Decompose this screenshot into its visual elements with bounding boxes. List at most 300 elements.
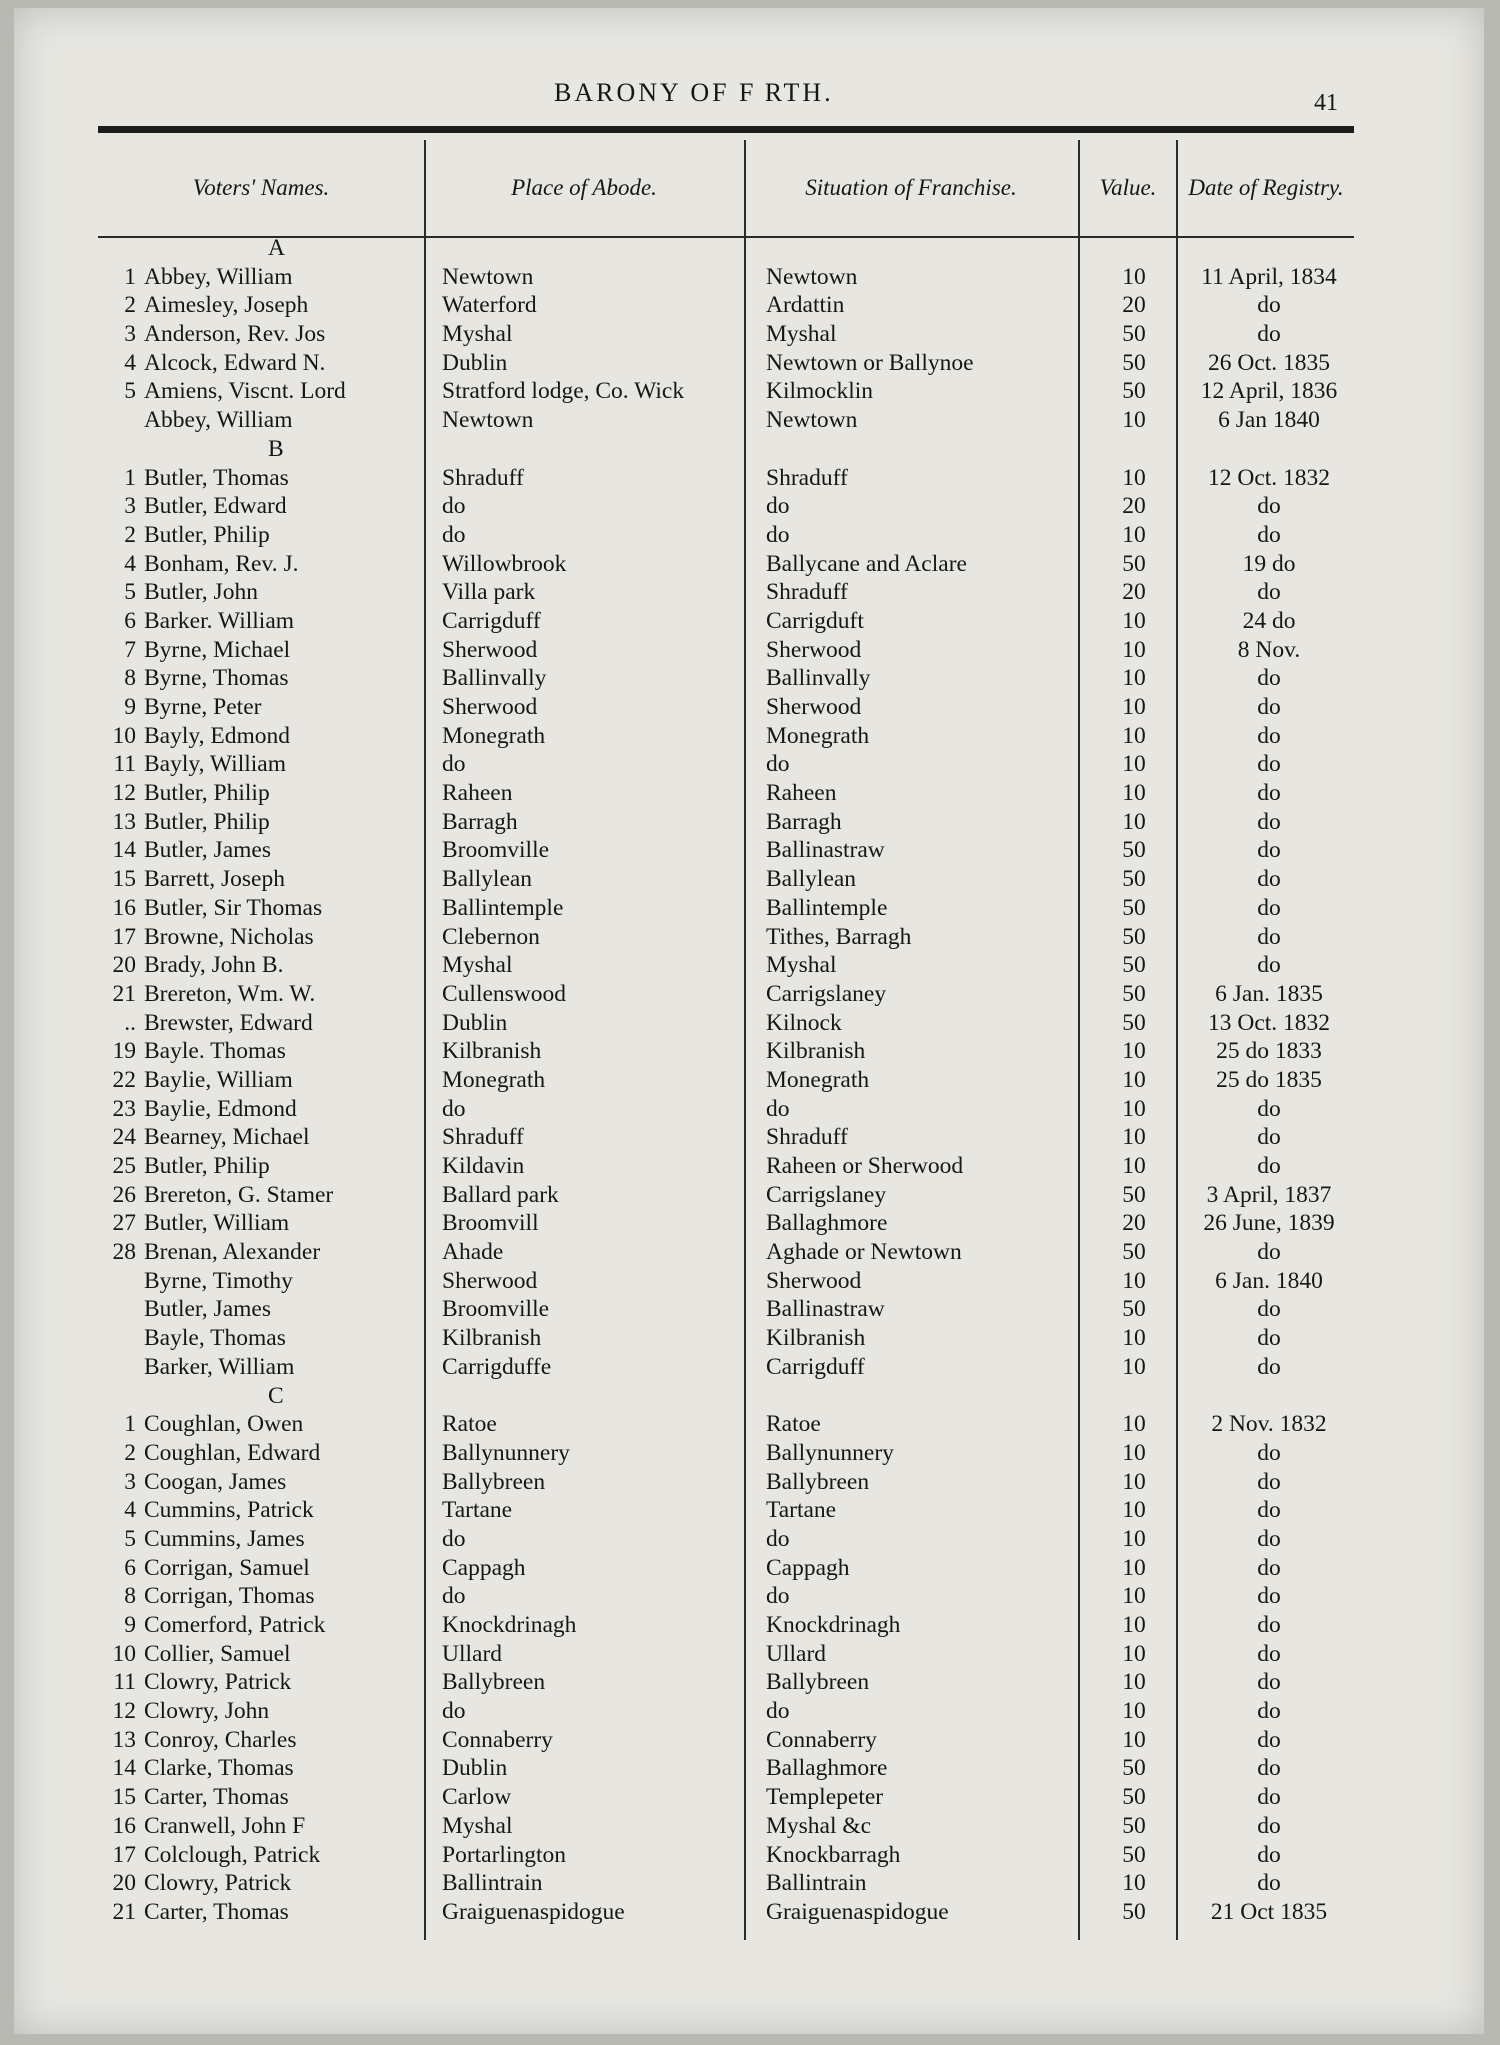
row-number: 24 (112, 1124, 136, 1151)
situation-of-franchise: Shraduff (766, 579, 848, 606)
franchise-value: 50 (1122, 321, 1146, 348)
situation-of-franchise: Kilmocklin (766, 378, 874, 405)
date-of-registry: 11 April, 1834 (1201, 263, 1337, 290)
row-number: 7 (124, 636, 136, 663)
table-row (98, 722, 1354, 751)
row-number: 4 (124, 1497, 136, 1524)
voter-name: Aimesley, Joseph (144, 292, 309, 319)
date-of-registry: do (1257, 952, 1281, 979)
place-of-abode: Kildavin (442, 1153, 525, 1179)
row-number: 5 (124, 579, 136, 606)
date-of-registry: do (1257, 521, 1281, 548)
situation-of-franchise: Newtown (766, 263, 858, 290)
franchise-value: 10 (1122, 1325, 1146, 1352)
table-row (98, 836, 1354, 865)
voter-name: Clowry, John (144, 1698, 270, 1725)
situation-of-franchise: Carrigslaney (766, 1181, 887, 1208)
situation-of-franchise: Ardattin (766, 292, 845, 319)
situation-of-franchise: Connaberry (766, 1726, 877, 1753)
table-row (98, 263, 1354, 292)
situation-of-franchise: Monegrath (766, 722, 870, 749)
voter-name: Byrne, Michael (144, 636, 291, 663)
voter-name: Cummins, James (144, 1525, 305, 1552)
place-of-abode: Dublin (442, 1755, 508, 1782)
franchise-value: 10 (1122, 665, 1146, 692)
row-number (98, 1353, 142, 1382)
place-of-abode: Carrigduffe (442, 1353, 552, 1380)
franchise-value: 10 (1122, 751, 1146, 778)
place-of-abode: do (442, 1583, 466, 1610)
date-of-registry: do (1257, 1726, 1281, 1753)
situation-of-franchise: Sherwood (766, 694, 862, 720)
voter-name: Butler, James (144, 837, 271, 864)
franchise-value: 20 (1122, 292, 1146, 319)
table-row (98, 1697, 1354, 1726)
table-row (98, 377, 1354, 406)
table-row (98, 1496, 1354, 1525)
franchise-value: 10 (1122, 263, 1146, 290)
table-row (98, 1554, 1354, 1583)
table-row (98, 521, 1354, 550)
situation-of-franchise: Templepeter (766, 1784, 884, 1811)
voter-name: Bearney, Michael (144, 1124, 310, 1151)
place-of-abode: Clebernon (442, 923, 540, 950)
row-number: 11 (113, 751, 136, 778)
voter-name: Brereton, G. Stamer (144, 1181, 334, 1208)
situation-of-franchise: do (766, 1583, 790, 1610)
situation-of-franchise: Raheen (766, 780, 837, 807)
table-row (98, 1525, 1354, 1554)
date-of-registry: do (1257, 1497, 1281, 1524)
situation-of-franchise: Tithes, Barragh (766, 923, 912, 950)
date-of-registry: do (1257, 1755, 1281, 1782)
date-of-registry: do (1257, 780, 1281, 807)
franchise-value: 10 (1122, 521, 1146, 548)
situation-of-franchise: Barragh (766, 808, 842, 835)
franchise-value: 10 (1122, 722, 1146, 749)
franchise-value: 10 (1122, 1870, 1146, 1897)
place-of-abode: Sherwood (442, 636, 538, 663)
table-row (98, 808, 1354, 837)
franchise-value: 50 (1122, 349, 1146, 376)
date-of-registry: do (1257, 751, 1281, 778)
row-number: 17 (112, 923, 136, 950)
situation-of-franchise: Kilnock (766, 1009, 842, 1036)
franchise-value: 50 (1122, 1239, 1146, 1266)
franchise-value: 20 (1122, 493, 1146, 520)
place-of-abode: Ballintrain (442, 1870, 543, 1897)
table-row (98, 291, 1354, 320)
franchise-value: 10 (1122, 1038, 1146, 1065)
header-place-of-abode: Place of Abode. (511, 175, 657, 200)
franchise-value: 50 (1122, 1755, 1146, 1782)
voter-name: Butler, William (144, 1210, 290, 1237)
date-of-registry: 2 Nov. 1832 (1211, 1411, 1327, 1438)
table-row (98, 1009, 1354, 1038)
row-number: 1 (124, 263, 136, 290)
voter-name: Alcock, Edward N. (144, 349, 326, 376)
place-of-abode: Ballynunnery (442, 1439, 570, 1466)
table-row (98, 1439, 1354, 1468)
place-of-abode: Broomville (442, 837, 550, 864)
situation-of-franchise: Ballintrain (766, 1870, 867, 1897)
voter-name: Abbey, William (144, 263, 293, 290)
situation-of-franchise: Tartane (766, 1497, 837, 1524)
franchise-value: 50 (1122, 1841, 1146, 1868)
voter-name: Byrne, Timothy (144, 1267, 293, 1294)
situation-of-franchise: Knockbarragh (766, 1841, 901, 1868)
franchise-value: 10 (1122, 464, 1146, 491)
header-situation-of-franchise: Situation of Franchise. (805, 175, 1017, 200)
date-of-registry: do (1257, 665, 1281, 692)
date-of-registry: do (1257, 1525, 1281, 1552)
place-of-abode: Dublin (442, 349, 508, 376)
table-row (98, 1095, 1354, 1124)
date-of-registry: 12 April, 1836 (1200, 378, 1338, 405)
situation-of-franchise: Ballaghmore (766, 1210, 888, 1237)
row-number: 16 (112, 894, 136, 921)
voter-name: Abbey, William (144, 407, 293, 434)
date-of-registry: do (1257, 1698, 1281, 1725)
place-of-abode: Ballylean (442, 866, 533, 893)
voter-name: Butler, Philip (144, 521, 270, 548)
date-of-registry: 12 Oct. 1832 (1207, 464, 1331, 491)
franchise-value: 20 (1122, 1210, 1146, 1237)
row-number: 17 (112, 1841, 136, 1868)
date-of-registry: do (1257, 722, 1281, 749)
date-of-registry: do (1257, 1296, 1281, 1323)
row-number: 27 (112, 1210, 136, 1237)
place-of-abode: Connaberry (442, 1726, 553, 1753)
section-letter: B (268, 435, 284, 462)
row-number: 9 (124, 694, 136, 720)
table-row (98, 1324, 1354, 1353)
franchise-value: 10 (1122, 636, 1146, 663)
table-row (98, 1209, 1354, 1238)
date-of-registry: 6 Jan. 1835 (1215, 980, 1323, 1007)
row-number: 13 (112, 808, 136, 835)
table-row (98, 1123, 1354, 1152)
date-of-registry: do (1257, 808, 1281, 835)
voter-name: Byrne, Peter (144, 694, 262, 720)
table-row (98, 1267, 1354, 1296)
franchise-value: 50 (1122, 1784, 1146, 1811)
row-number: 21 (112, 980, 136, 1007)
date-of-registry: do (1257, 1439, 1281, 1466)
voter-name: Bonham, Rev. J. (144, 550, 299, 577)
place-of-abode: Monegrath (442, 722, 546, 749)
franchise-value: 10 (1122, 1497, 1146, 1524)
place-of-abode: Ballard park (442, 1181, 559, 1208)
table-row (98, 1841, 1354, 1870)
date-of-registry: do (1257, 1325, 1281, 1352)
voter-name: Bayle. Thomas (144, 1038, 286, 1065)
place-of-abode: Cullenswood (442, 980, 567, 1007)
row-number: 5 (124, 378, 136, 405)
running-title: BARONY OF F RTH. (554, 78, 834, 107)
situation-of-franchise: Ballynunnery (766, 1439, 894, 1466)
row-number: 13 (112, 1726, 136, 1753)
voter-name: Barker, William (144, 1353, 295, 1380)
date-of-registry: 25 do 1833 (1216, 1038, 1322, 1065)
row-number: 1 (124, 1411, 136, 1438)
table-row (98, 923, 1354, 952)
voter-name: Carter, Thomas (144, 1784, 289, 1811)
table-row (98, 607, 1354, 636)
situation-of-franchise: Kilbranish (766, 1325, 866, 1352)
voter-name: Brady, John B. (144, 952, 284, 979)
situation-of-franchise: Ballintemple (766, 894, 888, 921)
franchise-value: 50 (1122, 1812, 1146, 1839)
place-of-abode: Sherwood (442, 694, 538, 720)
section-letter: A (268, 235, 285, 261)
place-of-abode: Stratford lodge, Co. Wick (442, 378, 685, 405)
voter-name: Bayle, Thomas (144, 1325, 286, 1352)
date-of-registry: 8 Nov. (1237, 636, 1301, 663)
place-of-abode: do (442, 1525, 466, 1552)
place-of-abode: Myshal (442, 952, 513, 979)
voter-name: Coughlan, Owen (144, 1411, 304, 1438)
franchise-value: 10 (1122, 1468, 1146, 1495)
table-row (98, 1037, 1354, 1066)
situation-of-franchise: Monegrath (766, 1066, 870, 1093)
place-of-abode: Myshal (442, 321, 513, 348)
place-of-abode: Newtown (442, 263, 534, 290)
date-of-registry: 25 do 1835 (1216, 1066, 1322, 1093)
header-voters-names: Voters' Names. (192, 175, 330, 200)
franchise-value: 10 (1122, 1554, 1146, 1581)
date-of-registry: do (1257, 579, 1281, 606)
row-number: 22 (112, 1066, 136, 1093)
voter-name: Clowry, Patrick (144, 1870, 292, 1897)
table-row (98, 750, 1354, 779)
franchise-value: 10 (1122, 1124, 1146, 1151)
voter-name: Butler, Philip (144, 1153, 270, 1179)
place-of-abode: Ahade (442, 1239, 504, 1266)
place-of-abode: Kilbranish (442, 1038, 542, 1065)
franchise-value: 50 (1122, 1009, 1146, 1036)
situation-of-franchise: Aghade or Newtown (766, 1239, 962, 1266)
place-of-abode: Knockdrinagh (442, 1612, 577, 1638)
date-of-registry: do (1257, 1095, 1281, 1122)
row-number: 6 (124, 1554, 136, 1581)
franchise-value: 50 (1122, 837, 1146, 864)
date-of-registry: 26 June, 1839 (1203, 1210, 1335, 1237)
franchise-value: 10 (1122, 1669, 1146, 1696)
situation-of-franchise: do (766, 1525, 790, 1552)
franchise-value: 50 (1122, 894, 1146, 921)
place-of-abode: Shraduff (442, 1124, 524, 1151)
situation-of-franchise: Sherwood (766, 636, 862, 663)
place-of-abode: Cappagh (442, 1554, 526, 1581)
row-number: 4 (124, 550, 136, 577)
row-number: 21 (112, 1898, 136, 1925)
table-row (98, 1295, 1354, 1324)
situation-of-franchise: Knockdrinagh (766, 1612, 901, 1638)
date-of-registry: do (1257, 1153, 1281, 1179)
place-of-abode: Portarlington (442, 1841, 567, 1868)
place-of-abode: do (442, 493, 466, 520)
voter-name: Conroy, Charles (144, 1726, 297, 1753)
franchise-value: 10 (1122, 780, 1146, 807)
row-number: 19 (112, 1038, 136, 1065)
date-of-registry: do (1257, 1612, 1281, 1638)
place-of-abode: Tartane (442, 1497, 513, 1524)
situation-of-franchise: Ballybreen (766, 1468, 870, 1495)
voter-name: Collier, Samuel (144, 1640, 291, 1667)
voter-name: Bayly, Edmond (144, 722, 290, 749)
date-of-registry: do (1257, 837, 1281, 864)
date-of-registry: 24 do (1242, 607, 1296, 634)
place-of-abode: Ballintemple (442, 894, 564, 921)
situation-of-franchise: Carrigduft (766, 607, 864, 634)
franchise-value: 10 (1122, 1525, 1146, 1552)
register-page (14, 8, 1484, 2034)
row-number: 4 (124, 349, 136, 376)
row-number: 12 (112, 1698, 136, 1725)
section-letter-row (98, 234, 1354, 263)
situation-of-franchise: Ballycane and Aclare (766, 550, 967, 577)
voter-name: Amiens, Viscnt. Lord (144, 378, 346, 405)
row-number: 15 (112, 866, 136, 893)
row-number: 16 (112, 1812, 136, 1839)
row-number: 2 (124, 292, 136, 319)
row-number: 3 (124, 493, 136, 520)
franchise-value: 50 (1122, 923, 1146, 950)
situation-of-franchise: do (766, 751, 790, 778)
table-row (98, 664, 1354, 693)
voter-name: Butler, Philip (144, 780, 270, 807)
table-row (98, 1152, 1354, 1181)
table-row (98, 1582, 1354, 1611)
franchise-value: 10 (1122, 1267, 1146, 1294)
situation-of-franchise: Ullard (766, 1640, 827, 1667)
place-of-abode: Kilbranish (442, 1325, 542, 1352)
voter-name: Anderson, Rev. Jos (144, 321, 326, 348)
table-row (98, 1468, 1354, 1497)
voter-name: Butler, Thomas (144, 464, 289, 491)
franchise-value: 50 (1122, 1296, 1146, 1323)
voter-name: Coogan, James (144, 1468, 287, 1495)
franchise-value: 50 (1122, 550, 1146, 577)
situation-of-franchise: do (766, 521, 790, 548)
row-number: 10 (112, 722, 136, 749)
date-of-registry: do (1257, 292, 1281, 319)
date-of-registry: 6 Jan 1840 (1218, 407, 1320, 434)
row-number: 8 (124, 665, 136, 692)
franchise-value: 50 (1122, 980, 1146, 1007)
franchise-value: 10 (1122, 694, 1146, 720)
situation-of-franchise: Myshal (766, 952, 837, 979)
voter-name: Corrigan, Thomas (144, 1583, 315, 1610)
place-of-abode: Ullard (442, 1640, 503, 1667)
table-row (98, 1611, 1354, 1640)
situation-of-franchise: Shraduff (766, 1124, 848, 1151)
row-number: 20 (112, 1870, 136, 1897)
franchise-value: 10 (1122, 1353, 1146, 1380)
table-row (98, 550, 1354, 579)
table-row (98, 865, 1354, 894)
situation-of-franchise: Ballinvally (766, 665, 871, 692)
column-headers (98, 140, 1354, 236)
situation-of-franchise: do (766, 493, 790, 520)
franchise-value: 10 (1122, 1095, 1146, 1122)
row-number: 26 (112, 1181, 136, 1208)
franchise-value: 10 (1122, 1726, 1146, 1753)
row-number: 5 (124, 1525, 136, 1552)
situation-of-franchise: Myshal &c (766, 1812, 872, 1839)
date-of-registry: do (1257, 694, 1281, 720)
date-of-registry: do (1257, 923, 1281, 950)
place-of-abode: Sherwood (442, 1267, 538, 1294)
table-row (98, 951, 1354, 980)
voter-name: Butler, Edward (144, 493, 287, 520)
row-number (98, 1295, 142, 1324)
situation-of-franchise: Kilbranish (766, 1038, 866, 1065)
date-of-registry: 3 April, 1837 (1206, 1181, 1332, 1208)
table-row (98, 1238, 1354, 1267)
table-row (98, 1410, 1354, 1439)
row-number: 20 (112, 952, 136, 979)
place-of-abode: Ratoe (442, 1411, 497, 1438)
row-number: 8 (124, 1583, 136, 1610)
row-number: 12 (112, 780, 136, 807)
voter-name: Brereton, Wm. W. (144, 980, 316, 1007)
place-of-abode: Villa park (442, 579, 536, 606)
row-number: 2 (124, 1439, 136, 1466)
place-of-abode: do (442, 751, 466, 778)
table-row (98, 1066, 1354, 1095)
date-of-registry: do (1257, 1583, 1281, 1610)
date-of-registry: 19 do (1242, 550, 1296, 577)
situation-of-franchise: do (766, 1095, 790, 1122)
franchise-value: 10 (1122, 607, 1146, 634)
situation-of-franchise: Myshal (766, 321, 837, 348)
table-row (98, 406, 1354, 435)
row-number: 25 (112, 1153, 136, 1179)
situation-of-franchise: Newtown or Ballynoe (766, 349, 974, 376)
row-number: 11 (113, 1669, 136, 1696)
date-of-registry: do (1257, 1124, 1281, 1151)
row-number: 3 (124, 321, 136, 348)
section-letter-row (98, 435, 1354, 464)
table-row (98, 1353, 1354, 1382)
date-of-registry: do (1257, 1554, 1281, 1581)
voter-name: Browne, Nicholas (144, 923, 314, 950)
voter-name: Butler, John (144, 579, 258, 606)
row-number: 14 (112, 1755, 136, 1782)
voter-name: Clarke, Thomas (144, 1755, 294, 1782)
situation-of-franchise: Cappagh (766, 1554, 850, 1581)
header-value: Value. (1099, 175, 1157, 200)
franchise-value: 50 (1122, 866, 1146, 893)
place-of-abode: do (442, 521, 466, 548)
row-number: 14 (112, 837, 136, 864)
row-number: 1 (124, 464, 136, 491)
date-of-registry: 21 Oct 1835 (1210, 1898, 1328, 1925)
row-number: .. (124, 1009, 136, 1036)
place-of-abode: Ballinvally (442, 665, 547, 692)
voter-name: Comerford, Patrick (144, 1612, 326, 1638)
situation-of-franchise: Ballinastraw (766, 1296, 885, 1323)
franchise-value: 50 (1122, 1898, 1146, 1925)
voter-name: Bayly, William (144, 751, 286, 778)
date-of-registry: 13 Oct. 1832 (1207, 1009, 1331, 1036)
date-of-registry: do (1257, 1870, 1281, 1897)
franchise-value: 50 (1122, 378, 1146, 405)
table-row (98, 1754, 1354, 1783)
situation-of-franchise: Newtown (766, 407, 858, 434)
